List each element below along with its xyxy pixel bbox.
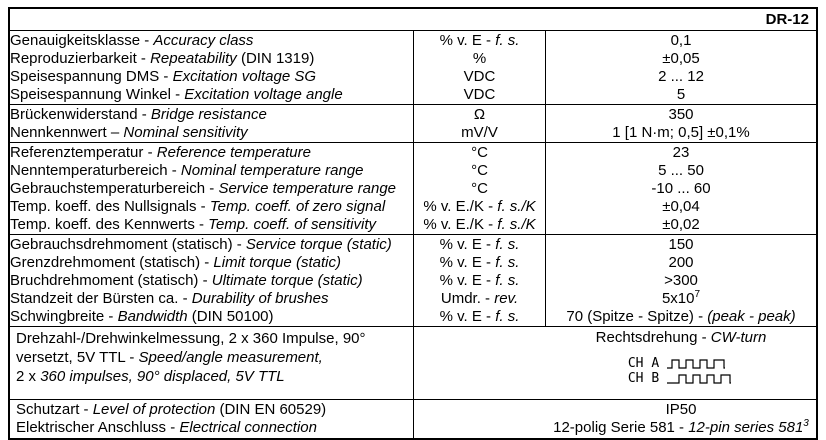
text-segment: CW-turn [710,329,767,346]
text-segment: % v. E - [439,236,496,253]
product-name: DR-12 [765,11,809,28]
text-segment: 7 [694,289,701,300]
spec-row-label [10,32,413,50]
text-segment: 2 x [16,368,41,385]
text-segment: >300 [664,272,698,289]
text-segment: °C [471,180,488,197]
signal-description-line [16,348,409,367]
spec-row-unit [414,308,545,326]
text-segment: Excitation voltage angle [184,86,343,103]
text-segment: f. s./K [497,198,536,215]
text-segment: -10 ... 60 [651,180,711,197]
signal-description-line [16,329,409,348]
text-segment: (DIN 50100) [187,308,274,325]
spec-row-value [546,106,816,124]
spec-row-label [10,254,413,272]
spec-row-label [10,86,413,104]
text-segment: ±0,05 [662,50,700,67]
text-segment: Nominal temperature range [180,162,364,179]
unit-column [414,31,546,104]
text-segment: % v. E - [439,272,496,289]
text-segment: ±0,04 [662,198,700,215]
text-segment: Grenzdrehmoment (statisch) - [10,254,214,271]
label-column [10,105,414,142]
text-segment: 2 ... 12 [658,68,704,85]
channel-row [628,371,734,386]
table-header [10,9,816,31]
text-segment: Schutzart - [16,401,93,418]
spec-block [10,327,816,400]
table-body [10,31,816,438]
text-segment: f. s. [495,308,520,325]
text-segment: f. s. [495,272,520,289]
spec-row-value [546,216,816,234]
text-segment: 1 [1 N·m; 0,5] ±0,1% [612,124,750,141]
spec-row-unit [414,86,545,104]
text-segment: 5x10 [661,290,695,307]
spec-row-value [546,254,816,272]
spec-row-value [546,50,816,68]
text-segment: 12-polig Serie 581 - [553,419,689,436]
text-segment: 0,1 [670,32,692,49]
text-segment: 150 [668,236,694,253]
text-segment: % v. E - [439,308,496,325]
signal-description [10,327,414,399]
spec-row-unit [414,32,545,50]
spec-row-value [546,144,816,162]
text-segment: versetzt, 5V TTL - [16,349,139,366]
text-segment: % v. E - [439,32,496,49]
spec-row-label [10,308,413,326]
spec-row-label [10,68,413,86]
spec-row-value [546,68,816,86]
text-segment: Speed/angle measurement, [138,349,323,366]
spec-row-value [546,32,816,50]
text-segment: Drehzahl-/Drehwinkelmessung, 2 x 360 Impulse, 90° [16,330,366,347]
spec-row-unit [414,198,545,216]
text-segment: 350 [668,106,694,123]
spec-row-value [546,272,816,290]
spec-row-value [546,308,816,326]
text-segment: Reproduzierbarkeit - [10,50,151,67]
text-segment: 23 [672,144,690,161]
signal-description-line [16,367,409,386]
spec-row-label [10,236,413,254]
value-column [546,235,816,326]
text-segment: (DIN EN 60529) [215,401,327,418]
spec-row-value [546,198,816,216]
label-column [10,31,414,104]
spec-block [10,400,816,438]
spec-row-value [546,124,816,142]
text-segment: Ultimate torque (static) [211,272,363,289]
text-segment: (peak - peak) [707,308,796,325]
text-segment: Speisespannung Winkel - [10,86,185,103]
spec-table [8,7,818,440]
text-segment: Temp. coeff. of zero signal [209,198,386,215]
spec-row-unit [414,124,545,142]
spec-row-unit [414,254,545,272]
spec-row-value [546,401,816,419]
text-segment: Elektrischer Anschluss - [16,419,180,436]
channel-label: CH A [627,356,660,371]
channel-label: CH B [627,371,660,386]
value-column [546,143,816,234]
spec-block [10,235,816,327]
text-segment: Umdr. - [440,290,495,307]
text-segment: % v. E./K - [423,216,498,233]
signal-title [546,329,816,347]
text-segment: 5 ... 50 [658,162,704,179]
text-segment: Bridge resistance [150,106,267,123]
merged-value-content [546,400,816,438]
text-segment: % [472,50,487,67]
text-segment: Nominal sensitivity [123,124,248,141]
text-segment: 3 [803,418,809,429]
text-segment: (DIN 1319) [236,50,315,67]
unit-column [414,143,546,234]
text-segment: Referenztemperatur - [10,144,157,161]
text-segment: Reference temperature [156,144,311,161]
text-segment: VDC [463,68,496,85]
text-segment: Excitation voltage SG [172,68,317,85]
text-segment: Standzeit der Bürsten ca. - [10,290,192,307]
spec-row-unit [414,216,545,234]
text-segment: f. s. [495,236,520,253]
text-segment: VDC [463,86,496,103]
spec-row-value [546,419,816,437]
unit-column [414,105,546,142]
text-segment: Limit torque (static) [213,254,341,271]
text-segment: Bruchdrehmoment (statisch) - [10,272,212,289]
spec-row-unit [414,180,545,198]
text-segment: Speisespannung DMS - [10,68,173,85]
text-segment: Nenntemperaturbereich - [10,162,181,179]
channel-row [628,356,734,371]
text-segment: °C [471,144,488,161]
text-segment: Electrical connection [179,419,317,436]
spec-row-label [10,124,413,142]
text-segment: Service torque (static) [245,236,392,253]
unit-column [414,235,546,326]
text-segment: Temp. koeff. des Nullsignals - [10,198,210,215]
text-segment: % v. E./K - [423,198,498,215]
signal-cell [414,327,816,399]
spec-row-label [10,50,413,68]
spec-row-unit [414,162,545,180]
spec-row-unit [414,236,545,254]
spec-block [10,31,816,105]
spec-row-label [10,144,413,162]
spec-row-value [546,86,816,104]
text-segment: f. s. [495,254,520,271]
channel-diagram [628,356,734,386]
spec-row-value [546,180,816,198]
text-segment: 360 impulses, 90° displaced, 5V TTL [40,368,285,385]
text-segment: IP50 [665,401,697,418]
text-segment: °C [471,162,488,179]
value-column [546,31,816,104]
text-segment: Temp. coeff. of sensitivity [208,216,377,233]
text-segment: ±0,02 [662,216,700,233]
text-segment: % v. E - [439,254,496,271]
text-segment: 5 [676,86,686,103]
spec-row-unit [414,106,545,124]
spec-row-label [10,290,413,308]
text-segment: Genauigkeitsklasse - [10,32,154,49]
spec-row-label [10,198,413,216]
spec-row-unit [414,272,545,290]
text-segment: 200 [668,254,694,271]
value-column [546,105,816,142]
spec-row-label [10,162,413,180]
text-segment: Nennkennwert – [10,124,124,141]
spec-row-label [16,419,409,437]
spec-row-unit [414,68,545,86]
text-segment: f. s. [495,32,520,49]
text-segment: Gebrauchsdrehmoment (statisch) - [10,236,246,253]
spec-block [10,105,816,143]
text-segment: Bandwidth [117,308,188,325]
label-column [10,235,414,326]
spec-row-value [546,236,816,254]
text-segment: Level of protection [92,401,216,418]
text-segment: Ω [473,106,486,123]
text-segment: Schwingbreite - [10,308,118,325]
square-wave-icon [666,371,734,386]
spec-row-value [546,290,816,308]
text-segment: 70 (Spitze - Spitze) - [566,308,708,325]
spec-row-unit [414,290,545,308]
text-segment: Service temperature range [218,180,397,197]
spec-row-label [10,106,413,124]
merged-value-cell [414,400,816,438]
spec-row-unit [414,50,545,68]
text-segment: mV/V [461,124,498,141]
spec-block [10,143,816,235]
text-segment: Rechtsdrehung - [595,329,711,346]
signal-content [546,327,816,399]
text-segment: Gebrauchstemperaturbereich - [10,180,219,197]
spec-row-value [546,162,816,180]
text-segment: Accuracy class [153,32,254,49]
text-segment: Durability of brushes [191,290,329,307]
text-segment: Temp. koeff. des Kennwerts - [10,216,209,233]
label-column [10,400,414,438]
spec-row-label [16,401,409,419]
spec-row-label [10,180,413,198]
text-segment: rev. [494,290,519,307]
spec-row-label [10,272,413,290]
spec-row-unit [414,144,545,162]
label-column [10,143,414,234]
square-wave-icon [666,356,734,371]
spec-row-label [10,216,413,234]
text-segment: Brückenwiderstand - [10,106,151,123]
text-segment: f. s./K [497,216,536,233]
text-segment: Repeatability [150,50,237,67]
text-segment: 12-pin series 581 [688,419,804,436]
